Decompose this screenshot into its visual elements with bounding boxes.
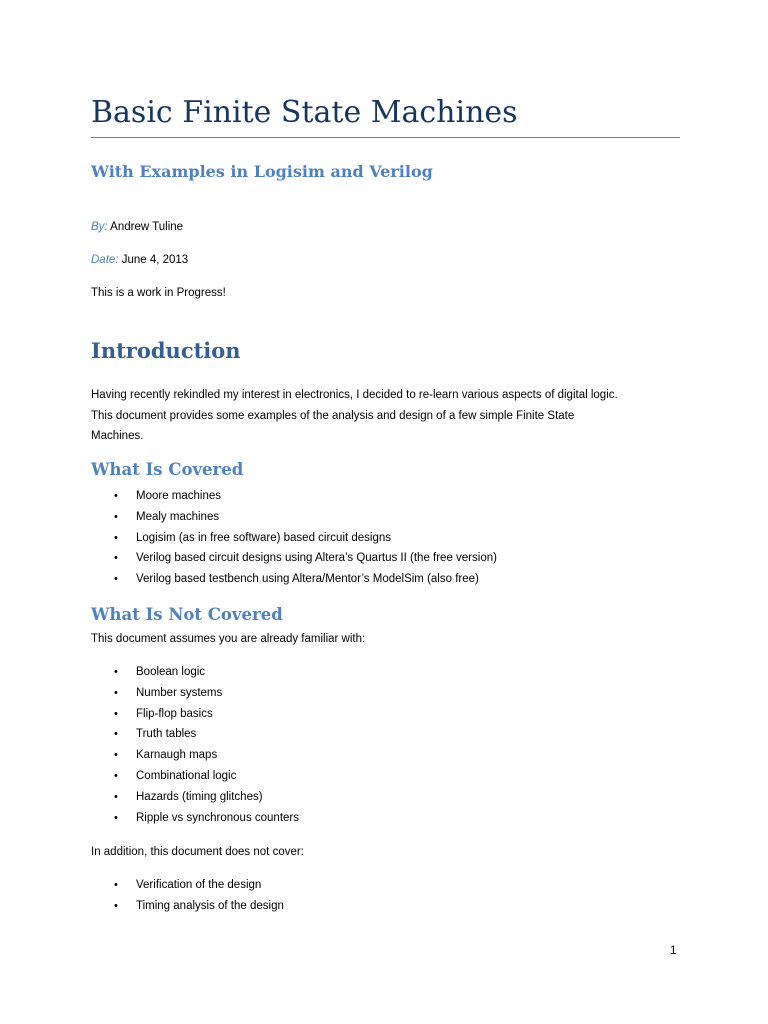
introduction-line: Machines. — [91, 430, 144, 442]
list-item-text: Truth tables — [136, 728, 197, 741]
bullet-icon: • — [114, 686, 118, 699]
list-item-text: Ripple vs synchronous counters — [136, 811, 299, 824]
list-item-text: Hazards (timing glitches) — [136, 790, 263, 803]
list-item — [91, 808, 299, 829]
bullet-icon: • — [114, 769, 118, 782]
status-note: This is a work in Progress! — [91, 287, 226, 299]
list-item-text: Moore machines — [136, 490, 222, 502]
bullet-icon: • — [114, 899, 118, 912]
list-item-text: Flip-flop basics — [136, 707, 213, 720]
list-item — [91, 787, 299, 808]
bullet-icon: • — [114, 707, 118, 720]
list-item — [91, 662, 299, 683]
introduction-line: This document provides some examples of the analysis and design of a few simple Finite State — [91, 409, 575, 422]
list-item-text: Verification of the design — [136, 879, 262, 891]
bullet-icon: • — [114, 531, 118, 544]
list-item — [91, 896, 284, 917]
not-covered-addition: In addition, this document does not cover: — [91, 846, 304, 858]
list-item — [91, 683, 299, 704]
bullet-icon: • — [114, 749, 118, 762]
list-item — [91, 745, 299, 766]
bullet-icon: • — [114, 811, 118, 824]
introduction-paragraph — [91, 385, 691, 447]
list-item — [91, 486, 497, 507]
list-item — [91, 875, 284, 896]
list-item-text: Verilog based circuit designs using Altera’s Quartus II (the free version) — [136, 552, 497, 565]
bullet-icon: • — [114, 666, 118, 678]
bullet-icon: • — [114, 879, 118, 891]
bullet-icon: • — [114, 573, 118, 586]
list-item-text: Mealy machines — [136, 510, 220, 523]
covered-list — [91, 486, 497, 590]
bullet-icon: • — [114, 552, 118, 565]
not-covered-addition-list — [91, 875, 284, 917]
by-label: By: — [91, 221, 108, 233]
list-item-text: Timing analysis of the design — [136, 899, 284, 912]
list-item-text: Logisim (as in free software) based circuit designs — [136, 531, 392, 544]
bullet-icon: • — [114, 790, 118, 803]
introduction-line: Having recently rekindled my interest in electronics, I decided to re-learn various aspects of digital logic. — [91, 389, 618, 401]
list-item — [91, 528, 497, 549]
list-item-text: Combinational logic — [136, 769, 237, 782]
list-item — [91, 569, 497, 590]
list-item — [91, 724, 299, 745]
author-name: Andrew Tuline — [107, 221, 184, 233]
list-item — [91, 507, 497, 528]
what-is-not-covered-heading: What Is Not Covered — [91, 605, 283, 624]
list-item — [91, 704, 299, 725]
bullet-icon: • — [114, 728, 118, 741]
bullet-icon: • — [114, 490, 118, 502]
what-is-covered-heading: What Is Covered — [91, 460, 244, 479]
list-item-text: Verilog based testbench using Altera/Mentor’s ModelSim (also free) — [136, 573, 479, 586]
bullet-icon: • — [114, 510, 118, 523]
date-line — [91, 251, 188, 269]
not-covered-list — [91, 662, 299, 828]
author-line — [91, 218, 183, 236]
list-item-text: Boolean logic — [136, 666, 206, 678]
list-item — [91, 548, 497, 569]
page-number: 1 — [670, 945, 677, 957]
introduction-heading: Introduction — [91, 338, 241, 363]
list-item-text: Number systems — [136, 686, 223, 699]
document-title: Basic Finite State Machines — [91, 95, 518, 130]
date-value: June 4, 2013 — [118, 254, 189, 266]
list-item-text: Karnaugh maps — [136, 749, 218, 762]
title-underline-rule — [91, 137, 680, 138]
document-subtitle: With Examples in Logisim and Verilog — [91, 162, 433, 181]
not-covered-intro: This document assumes you are already familiar with: — [91, 633, 366, 645]
list-item — [91, 766, 299, 787]
date-label: Date: — [91, 254, 119, 266]
